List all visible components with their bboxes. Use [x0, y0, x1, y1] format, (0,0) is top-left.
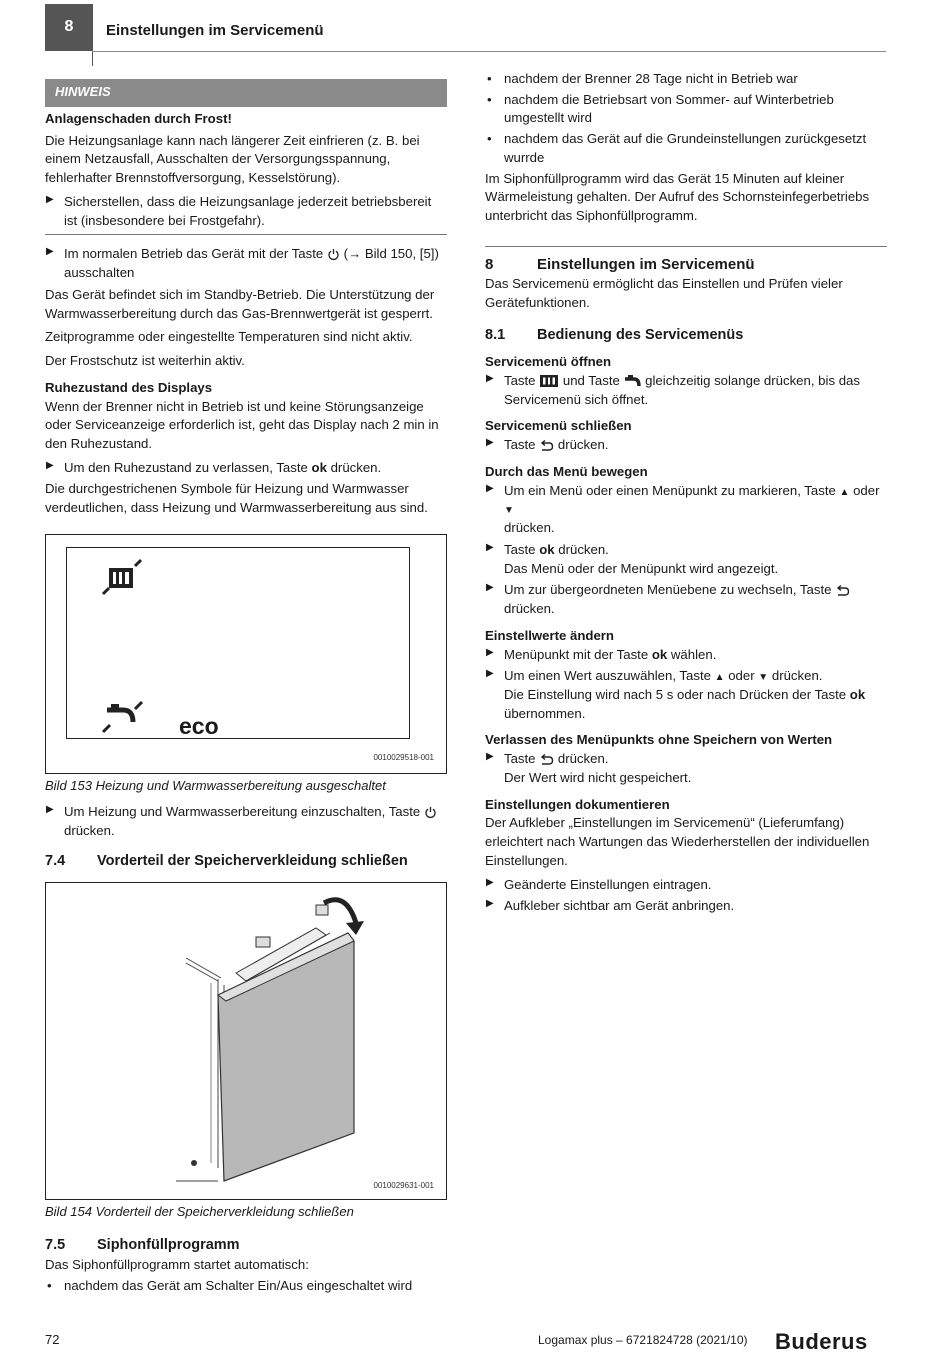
step-wake-text: Um den Ruhezustand zu verlassen, Taste	[64, 459, 308, 475]
move2-result: Das Menü oder der Menüpunkt wird angezeigt.	[504, 560, 779, 576]
down-arrow-icon: ▼	[504, 505, 514, 517]
notice-step-text: Sicherstellen, dass die Heizungsanlage jederzeit betriebsbereit ist (insbesondere bei Frostgefahr).	[64, 193, 432, 228]
header-rule	[92, 51, 886, 52]
open-text-a: Taste	[504, 372, 536, 388]
step-select-item	[485, 646, 887, 665]
eco-label: eco	[179, 713, 219, 739]
section-8-number: 8	[485, 255, 494, 273]
cover-panel-illustration	[46, 883, 446, 1199]
siphon-bullet: • nachdem das Gerät am Schalter Ein/Aus eingeschaltet wird	[45, 1277, 447, 1296]
left-column-bottom	[45, 1203, 447, 1298]
change-values-heading: Einstellwerte ändern	[485, 627, 614, 643]
section-7-4-number: 7.4	[45, 852, 66, 869]
document-reference: Logamax plus – 6721824728 (2021/10)	[538, 1333, 748, 1347]
tap-icon	[624, 374, 642, 388]
down-arrow-icon: ▼	[758, 672, 769, 684]
ok-key-label: ok	[651, 646, 668, 662]
figure-153	[45, 534, 447, 774]
section-8-1-title: Bedienung des Servicemenüs	[537, 326, 744, 343]
heating-off-icon	[101, 558, 153, 598]
step-mark-item	[485, 482, 887, 538]
move1-text-a: Um ein Menü oder einen Menüpunkt zu markieren, Taste	[504, 482, 836, 498]
siphon-paragraph: Das Siphonfüllprogramm startet automatisch:	[45, 1257, 309, 1273]
header-divider	[92, 4, 93, 66]
section-rule	[485, 246, 887, 247]
power-icon	[424, 806, 437, 819]
step-switch-on	[45, 803, 447, 840]
change2-text-c: Die Einstellung wird nach 5 s oder nach Drücken der Taste	[504, 686, 847, 702]
step-attach-sticker	[485, 897, 887, 916]
notice-bar: HINWEIS	[45, 79, 447, 107]
power-icon	[327, 248, 340, 261]
change1-text-b: wählen.	[670, 646, 717, 662]
back-icon	[539, 754, 554, 766]
brand-logo: Buderus	[775, 1329, 868, 1354]
leave-result: Der Wert wird nicht gespeichert.	[504, 769, 692, 785]
leave-without-saving-heading: Verlassen des Menüpunkts ohne Speichern von Werten	[485, 732, 833, 748]
step-switch-off-text: Im normalen Betrieb das Gerät mit der Taste	[64, 246, 324, 262]
figure-153-id: 0010029518-001	[373, 752, 434, 762]
document-settings-heading: Einstellungen dokumentieren	[485, 796, 670, 812]
programs-paragraph: Zeitprogramme oder eingestellte Temperaturen sind nicht aktiv.	[45, 329, 413, 345]
siphon-bullet: • nachdem der Brenner 28 Tage nicht in Betrieb war	[485, 70, 887, 89]
notice-heading: Anlagenschaden durch Frost!	[45, 111, 232, 126]
siphon-bullet: • nachdem die Betriebsart von Sommer- auf Winterbetrieb umgestellt wird	[485, 91, 887, 128]
step-select-value	[485, 667, 887, 723]
step-leave	[485, 750, 887, 787]
display-frame	[66, 547, 410, 739]
step-switch-off-ref: (→ Bild 150, [5])	[343, 246, 439, 262]
section-7-4-title: Vorderteil der Speicherverkleidung schließen	[97, 852, 408, 869]
siphon-duration-paragraph: Im Siphonfüllprogramm wird das Gerät 15 Minuten auf kleiner Wärmeleistung gehalten. Der Aufruf des Schornsteinfegerbetriebs unterbricht das Siphonfüllprogramm.	[485, 170, 870, 224]
figure-154-id: 0010029631-001	[373, 1180, 434, 1190]
radiator-icon	[539, 374, 559, 388]
left-column-lower	[45, 777, 447, 872]
section-7-5-heading	[45, 1235, 447, 1256]
change2-text-d: übernommen.	[504, 705, 586, 721]
notice-step	[45, 193, 447, 230]
open-text-b: und Taste	[562, 372, 620, 388]
step-switch-off-text2: ausschalten	[64, 265, 135, 281]
change1-text-a: Menüpunkt mit der Taste	[504, 646, 649, 662]
notice-rule	[45, 234, 447, 235]
symbols-paragraph: Die durchgestrichenen Symbole für Heizung und Warmwasser verdeutlichen, dass Heizung und Warmwasserbereitung aus sind.	[45, 481, 428, 516]
step-enter-settings	[485, 876, 887, 895]
move2-text-b: drücken.	[558, 541, 609, 557]
chapter-number: 8	[64, 18, 74, 36]
step-press-ok	[485, 541, 887, 578]
back-icon	[539, 440, 554, 452]
chapter-number-box	[45, 4, 93, 51]
page-number: 72	[45, 1332, 60, 1347]
section-8-1-number: 8.1	[485, 326, 506, 343]
open-menu-heading: Servicemenü öffnen	[485, 354, 612, 370]
ok-key-label: ok	[849, 686, 866, 702]
section-7-4-heading	[45, 851, 447, 872]
step-switch-on-text2: drücken.	[64, 823, 115, 839]
step-close-menu	[485, 436, 887, 455]
frost-paragraph: Der Frostschutz ist weiterhin aktiv.	[45, 353, 245, 369]
section-8-intro: Das Servicemenü ermöglicht das Einstellen und Prüfen vieler Gerätefunktionen.	[485, 276, 843, 310]
doc-step1-text: Geänderte Einstellungen eintragen.	[504, 876, 712, 892]
change2-or: oder	[728, 668, 755, 684]
display-sleep-paragraph: Wenn der Brenner nicht in Betrieb ist und keine Störungsanzeige oder Serviceanzeige erforderlich ist, geht das Display nach 2 min in den Ruhezustand.	[45, 398, 439, 452]
up-arrow-icon: ▲	[714, 672, 725, 684]
hot-water-off-icon	[101, 700, 153, 736]
notice-text: Die Heizungsanlage kann nach längerer Zeit einfrieren (z. B. bei einem Netzausfall, Ausschalten der Versorgungsspannung, fehlerhafter Brennstoffversorgung, Kesselstörung).	[45, 132, 420, 186]
figure-153-caption: Bild 153 Heizung und Warmwasserbereitung ausgeschaltet	[45, 778, 386, 793]
leave-text-b: drücken.	[557, 751, 609, 767]
step-switch-off	[45, 245, 447, 282]
chapter-title: Einstellungen im Servicemenü	[106, 22, 324, 39]
leave-text-a: Taste	[504, 751, 536, 767]
section-8-1-heading	[485, 325, 887, 346]
section-8-heading	[485, 254, 887, 275]
open-text-c: gleichzeitig solange drücken, bis das Servicemenü sich öffnet.	[504, 372, 860, 407]
move1-or: oder	[853, 482, 880, 498]
document-settings-paragraph: Der Aufkleber „Einstellungen im Servicemenü“ (Lieferumfang) erleichtert nach Wartungen das Wiederherstellen der individuellen Einstellungen.	[485, 815, 870, 868]
doc-step2-text: Aufkleber sichtbar am Gerät anbringen.	[504, 898, 735, 914]
ok-key-label: ok	[539, 541, 555, 557]
step-switch-on-text: Um Heizung und Warmwasserbereitung einzuschalten, Taste	[64, 804, 421, 820]
left-column	[45, 79, 447, 523]
up-arrow-icon: ▲	[839, 486, 850, 498]
standby-paragraph: Das Gerät befindet sich im Standby-Betrieb. Die Unterstützung der Warmwasserbereitung durch das Gas-Brennwertgerät ist gesperrt.	[45, 286, 435, 321]
step-wake-display	[45, 459, 447, 478]
move3-text-a: Um zur übergeordneten Menüebene zu wechseln, Taste	[504, 582, 832, 598]
close-text-b: drücken.	[557, 437, 609, 453]
siphon-bullet: • nachdem das Gerät auf die Grundeinstellungen zurückgesetzt wurrde	[485, 130, 887, 167]
display-sleep-heading: Ruhezustand des Displays	[45, 379, 213, 395]
ok-key-label: ok	[311, 459, 327, 475]
step-wake-text2: drücken.	[330, 459, 382, 475]
close-text-a: Taste	[504, 437, 536, 453]
back-icon	[835, 585, 850, 597]
move1-text-b: drücken.	[504, 520, 555, 536]
change2-text-b: drücken.	[771, 668, 823, 684]
figure-154-caption: Bild 154 Vorderteil der Speicherverkleidung schließen	[45, 1204, 354, 1219]
section-8-title: Einstellungen im Servicemenü	[537, 255, 755, 273]
step-level-up	[485, 581, 887, 618]
move2-text-a: Taste	[504, 541, 536, 557]
close-menu-heading: Servicemenü schließen	[485, 418, 632, 434]
section-7-5-title: Siphonfüllprogramm	[97, 1237, 240, 1254]
navigate-menu-heading: Durch das Menü bewegen	[485, 463, 648, 479]
step-open-menu	[485, 372, 887, 409]
change2-text-a: Um einen Wert auszuwählen, Taste	[504, 668, 711, 684]
right-column	[485, 70, 887, 919]
move3-text-b: drücken.	[504, 601, 555, 617]
section-7-5-number: 7.5	[45, 1237, 66, 1254]
figure-154	[45, 882, 447, 1200]
